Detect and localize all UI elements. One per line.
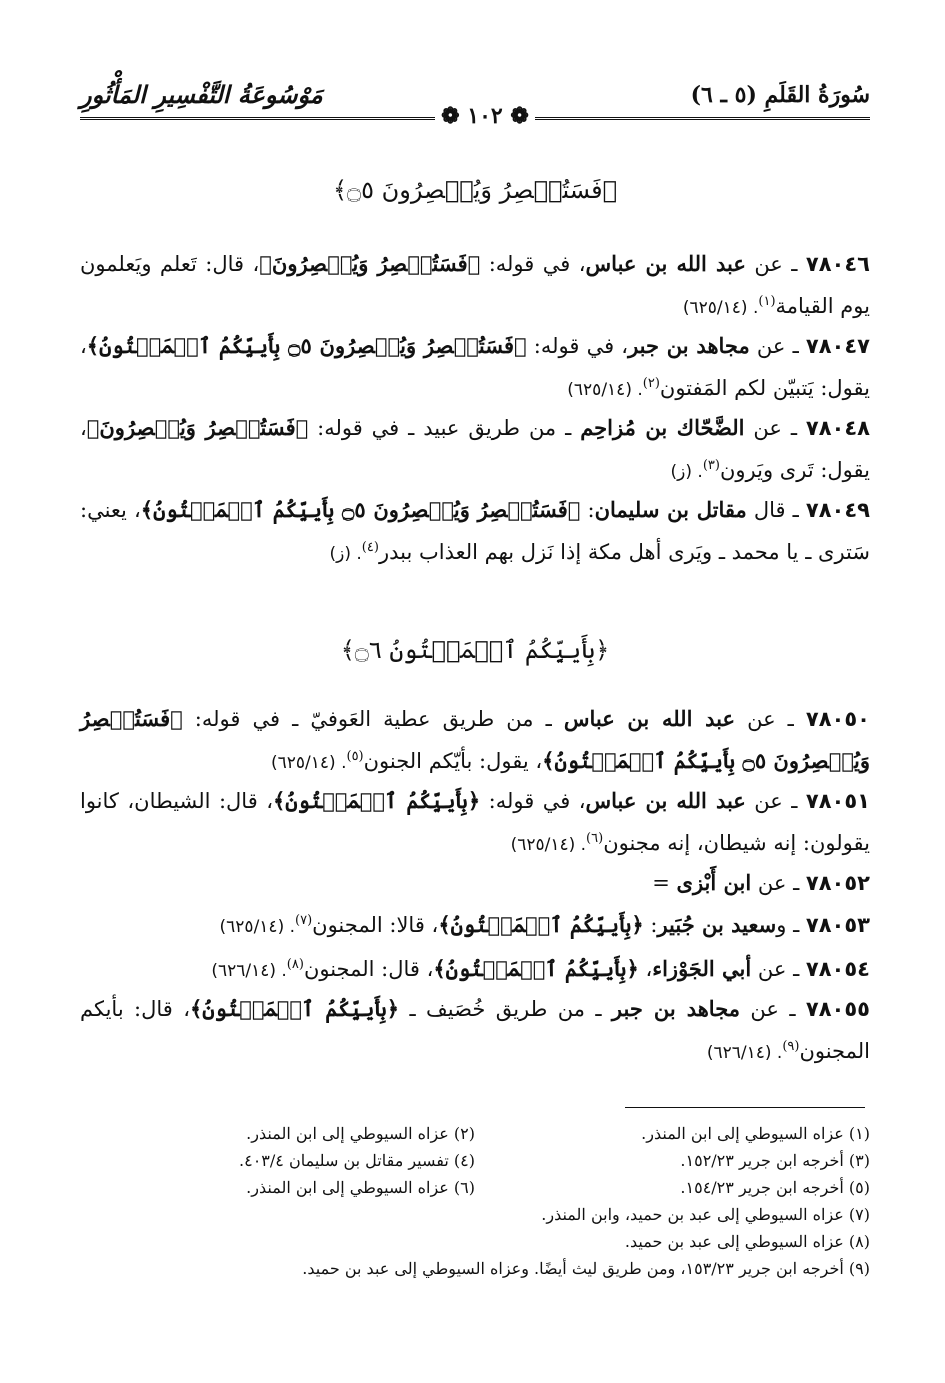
quran-quote: ﴿فَسَتُبۡصِرُ وَيُبۡصِرُونَ ۝٥ بِأَييِّكُمُ ٱلۡمَفۡتُونُ﴾ [140, 497, 581, 522]
page-number-ornament-left: ❁ [441, 103, 468, 129]
footnotes [80, 1120, 870, 1282]
entry-number: ٧٨٠٥١ [805, 789, 870, 813]
footnote-6: (٦) عزاه السيوطي إلى ابن المنذر. [246, 1178, 475, 1197]
hadith-entry [80, 946, 870, 990]
entry-pre: ـ عن [751, 957, 806, 981]
entry-number: ٧٨٠٥٢ [805, 871, 870, 895]
verse-heading-5: ﴿فَسَتُبۡصِرُ وَيُبۡصِرُونَ ۝٥﴾ [332, 176, 617, 204]
narrator-name: أبي الجَوْزاء [652, 956, 752, 981]
hadith-entry [80, 245, 870, 327]
entry-number: ٧٨٠٤٩ [805, 498, 870, 522]
running-header [80, 70, 870, 130]
footnote-marker[interactable]: (٧) [295, 913, 313, 928]
entry-pre: ـ و [776, 913, 806, 937]
quran-quote: ﴿بِأَييِّكُمُ ٱلۡمَفۡتُونُ﴾ [433, 956, 639, 981]
hadith-entry [80, 409, 870, 491]
volume-reference: . (٦٢٥/١٤) [682, 298, 759, 318]
footnote-row [80, 1201, 870, 1228]
entry-text: ، يعني: سَترى ـ يا محمد ـ ويَرى أهل مكة إذا نَزل بهم العذاب ببدر [80, 498, 870, 564]
entry-pre: ـ عن [749, 334, 806, 358]
quran-quote: ﴿فَسَتُبۡصِرُ وَيُبۡصِرُونَ ۝٥ بِأَييِّكُمُ ٱلۡمَفۡتُونُ﴾ [86, 333, 527, 358]
entry-mid: ، في قوله: [480, 252, 586, 276]
entry-mid: ـ من طريق عبيد ـ في قوله: [308, 416, 581, 440]
entry-pre: ـ عن [735, 707, 806, 731]
quran-quote: ﴿بِأَييِّكُمُ ٱلۡمَفۡتُونُ﴾ [190, 996, 400, 1021]
entry-number: ٧٨٠٥٤ [805, 957, 870, 981]
entry-text: ، يقول: بأيّكم الجنون [363, 749, 543, 773]
footnote-3: (٣) أخرجه ابن جرير ١٥٢/٢٣. [680, 1151, 870, 1170]
footnote-row [80, 1228, 870, 1255]
book-title: مَوْسُوعَةُ التَّفْسِيرِ المَأْثُورِ [80, 80, 323, 109]
surah-title: سُورَةُ القَلَمِ (٥ ـ ٦) [690, 82, 870, 108]
footnote-row [80, 1120, 870, 1147]
quran-quote: ﴿بِأَييِّكُمُ ٱلۡمَفۡتُونُ﴾ [438, 912, 644, 937]
volume-reference: . (٦٢٥/١٤) [219, 917, 296, 937]
entry-text: ، قال: المجنون [303, 957, 434, 981]
footnote-marker[interactable]: (٤) [361, 540, 379, 555]
footnote-9: (٩) أخرجه ابن جرير ١٥٣/٢٣، ومن طريق ليث أيضًا. وعزاه السيوطي إلى عبد بن حميد. [302, 1259, 870, 1278]
narrator-name: ابن أَبْزى [676, 870, 752, 895]
entry-mid: : [580, 498, 595, 522]
footnote-marker[interactable]: (٦) [586, 831, 604, 846]
entry-mid: ، في قوله: [480, 789, 586, 813]
hadith-entry [80, 491, 870, 573]
narrator-name: مقاتل بن سليمان [594, 497, 747, 522]
footnote-marker[interactable]: (٣) [702, 458, 720, 473]
footnote-marker[interactable]: (٨) [286, 957, 304, 972]
entry-text: ، قال: الشيطان، كانوا يقولون: إنه شيطان، إنه مجنون [80, 789, 870, 855]
footnote-marker[interactable]: (٢) [642, 376, 660, 391]
entry-text: ، قال: تَعلم ويَعلمون يوم القيامة [80, 252, 870, 318]
entry-text: ، يقول: يَتبيّن لكم المَفتون [80, 334, 870, 400]
page-number-value: ١٠٢ [467, 103, 503, 129]
entry-pre: ـ عن [745, 789, 806, 813]
narrator-name: عبد الله بن عباس [585, 251, 746, 276]
entry-pre: ـ عن [745, 252, 806, 276]
footnote-marker[interactable]: (١) [758, 294, 776, 309]
narrator-name: الضَّحّاك بن مُزاحِم [580, 415, 745, 440]
verse-heading-6: ﴿بِأَييِّكُمُ ٱلۡمَفۡتُونُ ۝٦﴾ [340, 636, 610, 664]
entry-number: ٧٨٠٤٨ [805, 416, 870, 440]
page-number-ornament-right: ❁ [502, 103, 529, 129]
volume-reference: . (٦٢٥/١٤) [510, 835, 587, 855]
footnote-row [80, 1255, 870, 1282]
footnote-row [80, 1147, 870, 1174]
footnote-marker[interactable]: (٥) [346, 749, 364, 764]
entry-mid: ، في قوله: [526, 334, 629, 358]
hadith-entry [80, 700, 870, 782]
volume-reference: . (ز) [329, 544, 362, 564]
volume-reference: . (ز) [670, 462, 703, 482]
entry-text: ، قالا: المجنون [312, 913, 439, 937]
quran-quote: ﴿بِأَييِّكُمُ ٱلۡمَفۡتُونُ﴾ [272, 788, 481, 813]
footnote-5: (٥) أخرجه ابن جرير ١٥٤/٢٣. [680, 1178, 870, 1197]
entry-text: ، يقول: تَرى ويَرون [80, 416, 870, 482]
entry-text: ، قال: بأيكم المجنون [80, 997, 870, 1063]
footnote-1: (١) عزاه السيوطي إلى ابن المنذر. [641, 1124, 870, 1143]
narrator-name: مجاهد بن جبر [628, 333, 750, 358]
hadith-entry [80, 990, 870, 1072]
quran-quote: ﴿فَسَتُبۡصِرُ وَيُبۡصِرُونَ ۝٥ بِأَييِّكُمُ ٱلۡمَفۡتُونُ﴾ [80, 706, 870, 773]
hadith-entry [80, 327, 870, 409]
entry-number: ٧٨٠٥٣ [805, 913, 870, 937]
volume-reference: . (٦٢٥/١٤) [567, 380, 643, 400]
footnote-7: (٧) عزاه السيوطي إلى عبد بن حميد، وابن المنذر. [541, 1205, 870, 1224]
footnote-8: (٨) عزاه السيوطي إلى عبد بن حميد. [624, 1232, 870, 1251]
hadith-entry [80, 864, 870, 902]
entries-section-1 [80, 245, 870, 573]
footnote-marker[interactable]: (٩) [782, 1039, 800, 1054]
volume-reference: . (٦٢٦/١٤) [706, 1043, 783, 1063]
volume-reference: . (٦٢٥/١٤) [271, 753, 347, 773]
footnote-separator [625, 1107, 865, 1108]
quran-quote: ﴿فَسَتُبۡصِرُ وَيُبۡصِرُونَ﴾ [86, 415, 309, 440]
footnote-2: (٢) عزاه السيوطي إلى ابن المنذر. [246, 1124, 475, 1143]
narrator-name: مجاهد بن جبر [611, 996, 741, 1021]
entry-number: ٧٨٠٥٠ [805, 707, 870, 731]
entry-number: ٧٨٠٥٥ [805, 997, 870, 1021]
footnote-4: (٤) تفسير مقاتل بن سليمان ٤٠٣/٤. [239, 1151, 475, 1170]
quran-quote: ﴿فَسَتُبۡصِرُ وَيُبۡصِرُونَ﴾ [259, 251, 481, 276]
narrator-name: عبد الله بن عباس [585, 788, 746, 813]
entry-pre: ـ قال [746, 498, 806, 522]
entry-pre: ـ عن [740, 997, 806, 1021]
entry-mid: ـ من طريق عطية العَوفيّ ـ في قوله: [182, 707, 564, 731]
volume-reference: . (٦٢٦/١٤) [211, 961, 287, 981]
hadith-entry [80, 902, 870, 946]
entry-pre: ـ عن [751, 871, 806, 895]
entry-pre: ـ عن [744, 416, 806, 440]
entry-mid: = [652, 871, 677, 895]
entries-section-2 [80, 700, 870, 1072]
hadith-entry [80, 782, 870, 864]
entry-mid: ، [638, 957, 653, 981]
page-number [435, 104, 535, 128]
footnote-row [80, 1174, 870, 1201]
narrator-name: عبد الله بن عباس [563, 706, 736, 731]
entry-mid: ـ من طريق خُصَيف ـ [399, 997, 612, 1021]
entry-number: ٧٨٠٤٧ [805, 334, 870, 358]
entry-mid: : [643, 913, 658, 937]
entry-number: ٧٨٠٤٦ [805, 252, 870, 276]
narrator-name: سعيد بن جُبَير [657, 912, 777, 937]
